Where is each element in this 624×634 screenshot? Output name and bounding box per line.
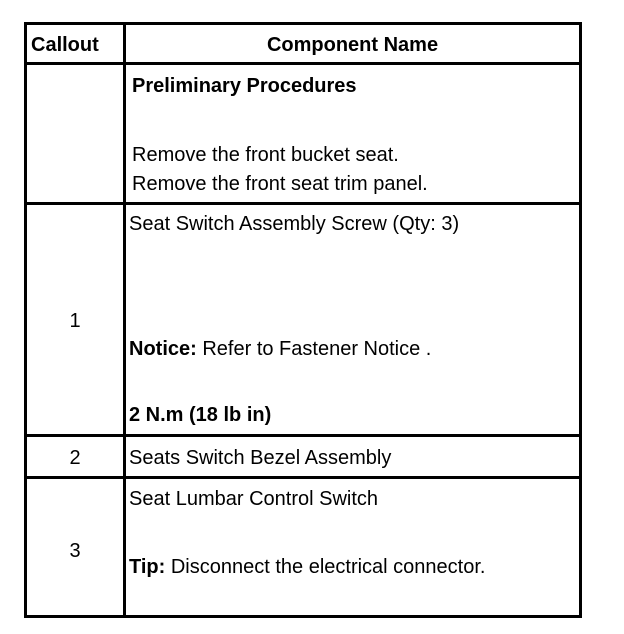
tip-line bbox=[129, 555, 485, 579]
component-name: Seat Lumbar Control Switch bbox=[129, 488, 379, 510]
preliminary-step: Remove the front seat trim panel. bbox=[132, 173, 428, 195]
column-divider bbox=[123, 25, 126, 615]
preliminary-title: Preliminary Procedures bbox=[132, 75, 357, 97]
component-name: Seats Switch Bezel Assembly bbox=[129, 447, 392, 469]
notice-text: Refer to Fastener Notice . bbox=[196, 338, 432, 360]
header-callout: Callout bbox=[31, 34, 99, 56]
row-divider bbox=[27, 476, 579, 479]
row-divider bbox=[27, 202, 579, 205]
torque-spec: 2 N.m (18 lb in) bbox=[129, 404, 272, 426]
preliminary-step: Remove the front bucket seat. bbox=[132, 144, 399, 166]
notice-line bbox=[129, 337, 431, 361]
header-divider bbox=[27, 62, 579, 65]
callout-table bbox=[24, 22, 582, 618]
header-component-name: Component Name bbox=[266, 34, 439, 56]
tip-label: Tip: bbox=[129, 556, 166, 578]
notice-label: Notice: bbox=[129, 338, 197, 360]
callout-number: 1 bbox=[69, 310, 81, 332]
component-name: Seat Switch Assembly Screw (Qty: 3) bbox=[129, 213, 460, 235]
callout-number: 3 bbox=[69, 540, 81, 562]
callout-number: 2 bbox=[69, 447, 81, 469]
row-divider bbox=[27, 434, 579, 437]
tip-text: Disconnect the electrical connector. bbox=[165, 556, 486, 578]
